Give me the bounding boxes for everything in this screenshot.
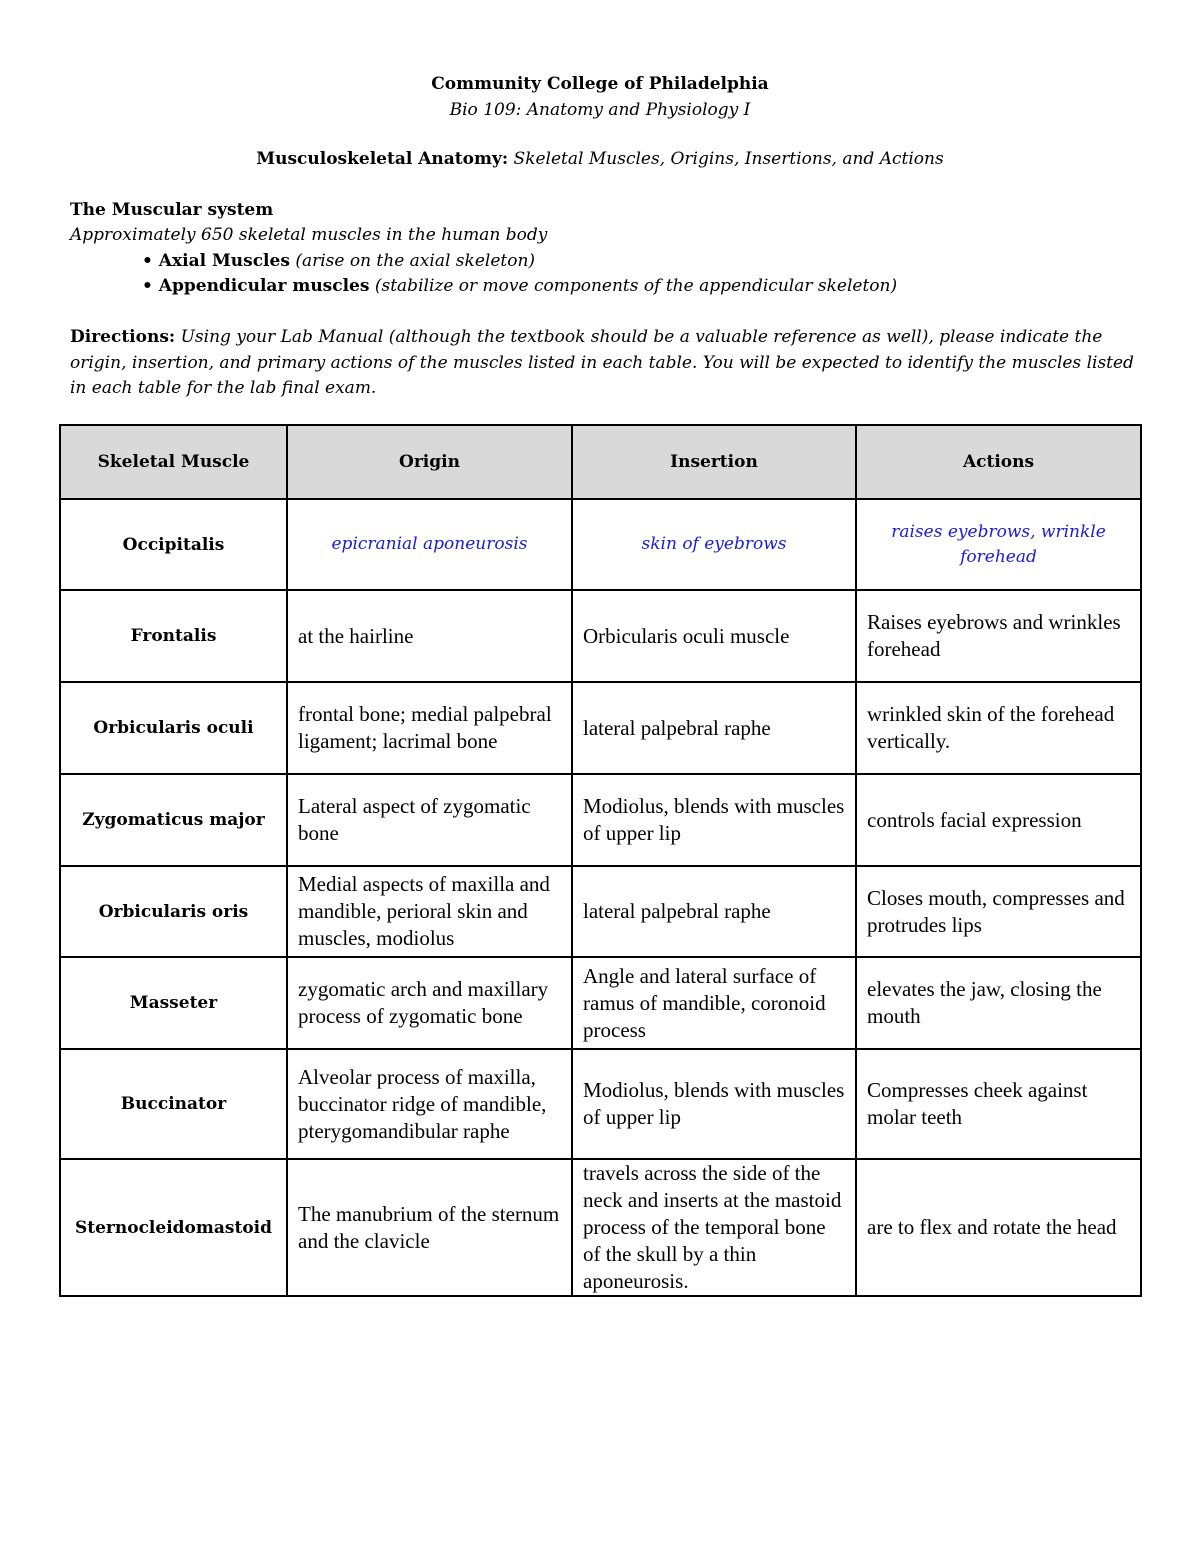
insertion-cell: Modiolus, blends with muscles of upper lip [572, 774, 856, 866]
origin-cell: Alveolar process of maxilla, buccinator ridge of mandible, pterygomandibular raphe [287, 1049, 572, 1159]
header-actions: Actions [856, 425, 1141, 499]
insertion-cell: Angle and lateral surface of ramus of mandible, coronoid process [572, 957, 856, 1049]
directions-text: Using your Lab Manual (although the textbook should be a valuable reference as well), please indicate the origin, insertion, and primary actions of the muscles listed in each table. You will be expected to identify the muscles listed in each table for the lab final exam. [70, 327, 1134, 398]
bullet-note: (arise on the axial skeleton) [295, 251, 536, 271]
bullet-appendicular [142, 274, 897, 299]
insertion-cell: Modiolus, blends with muscles of upper lip [572, 1049, 856, 1159]
header-skeletal-muscle: Skeletal Muscle [60, 425, 287, 499]
muscle-name: Buccinator [60, 1049, 287, 1159]
origin-cell: frontal bone; medial palpebral ligament; lacrimal bone [287, 682, 572, 774]
actions-cell: Compresses cheek against molar teeth [856, 1049, 1141, 1159]
muscle-name: Zygomaticus major [60, 774, 287, 866]
insertion-cell: travels across the side of the neck and inserts at the mastoid process of the temporal bone of the skull by a thin aponeurosis. [572, 1159, 856, 1296]
insertion-cell: lateral palpebral raphe [572, 866, 856, 957]
actions-cell: controls facial expression [856, 774, 1141, 866]
table-row [60, 866, 1141, 957]
table-row [60, 590, 1141, 682]
course-title: Bio 109: Anatomy and Physiology I [449, 100, 751, 120]
origin-cell: epicranial aponeurosis [287, 499, 572, 590]
insertion-cell: Orbicularis oculi muscle [572, 590, 856, 682]
actions-cell: are to flex and rotate the head [856, 1159, 1141, 1296]
institution-title: Community College of Philadelphia [431, 74, 769, 94]
table-row [60, 774, 1141, 866]
muscle-name: Occipitalis [60, 499, 287, 590]
directions-paragraph [70, 325, 1140, 402]
muscle-name: Sternocleidomastoid [60, 1159, 287, 1296]
muscle-name: Masseter [60, 957, 287, 1049]
section-title: The Muscular system [70, 200, 274, 220]
table-row [60, 1159, 1141, 1296]
actions-cell: Raises eyebrows and wrinkles forehead [856, 590, 1141, 682]
bullet-label: • Axial Muscles [142, 251, 290, 271]
actions-cell: wrinkled skin of the forehead vertically. [856, 682, 1141, 774]
table-row [60, 1049, 1141, 1159]
origin-cell: zygomatic arch and maxillary process of zygomatic bone [287, 957, 572, 1049]
origin-cell: The manubrium of the sternum and the clavicle [287, 1159, 572, 1296]
table-row [60, 682, 1141, 774]
section-subtitle: Approximately 650 skeletal muscles in the human body [70, 225, 548, 245]
table-row [60, 957, 1141, 1049]
actions-cell: raises eyebrows, wrinkle forehead [856, 499, 1141, 590]
origin-cell: Medial aspects of maxilla and mandible, perioral skin and muscles, modiolus [287, 866, 572, 957]
header-origin: Origin [287, 425, 572, 499]
actions-cell: Closes mouth, compresses and protrudes lips [856, 866, 1141, 957]
table-row [60, 499, 1141, 590]
topic-heading [0, 149, 1200, 169]
topic-bold: Musculoskeletal Anatomy: [256, 149, 509, 169]
insertion-cell: skin of eyebrows [572, 499, 856, 590]
header-insertion: Insertion [572, 425, 856, 499]
actions-cell: elevates the jaw, closing the mouth [856, 957, 1141, 1049]
directions-label: Directions: [70, 327, 176, 347]
topic-italic: Skeletal Muscles, Origins, Insertions, and Actions [513, 149, 944, 169]
muscle-name: Orbicularis oculi [60, 682, 287, 774]
muscle-table [59, 424, 1142, 1297]
origin-cell: Lateral aspect of zygomatic bone [287, 774, 572, 866]
origin-cell: at the hairline [287, 590, 572, 682]
bullet-axial [142, 249, 535, 274]
muscle-name: Orbicularis oris [60, 866, 287, 957]
insertion-cell: lateral palpebral raphe [572, 682, 856, 774]
table-header-row [60, 425, 1141, 499]
bullet-note: (stabilize or move components of the appendicular skeleton) [374, 276, 898, 296]
muscle-name: Frontalis [60, 590, 287, 682]
bullet-label: • Appendicular muscles [142, 276, 370, 296]
